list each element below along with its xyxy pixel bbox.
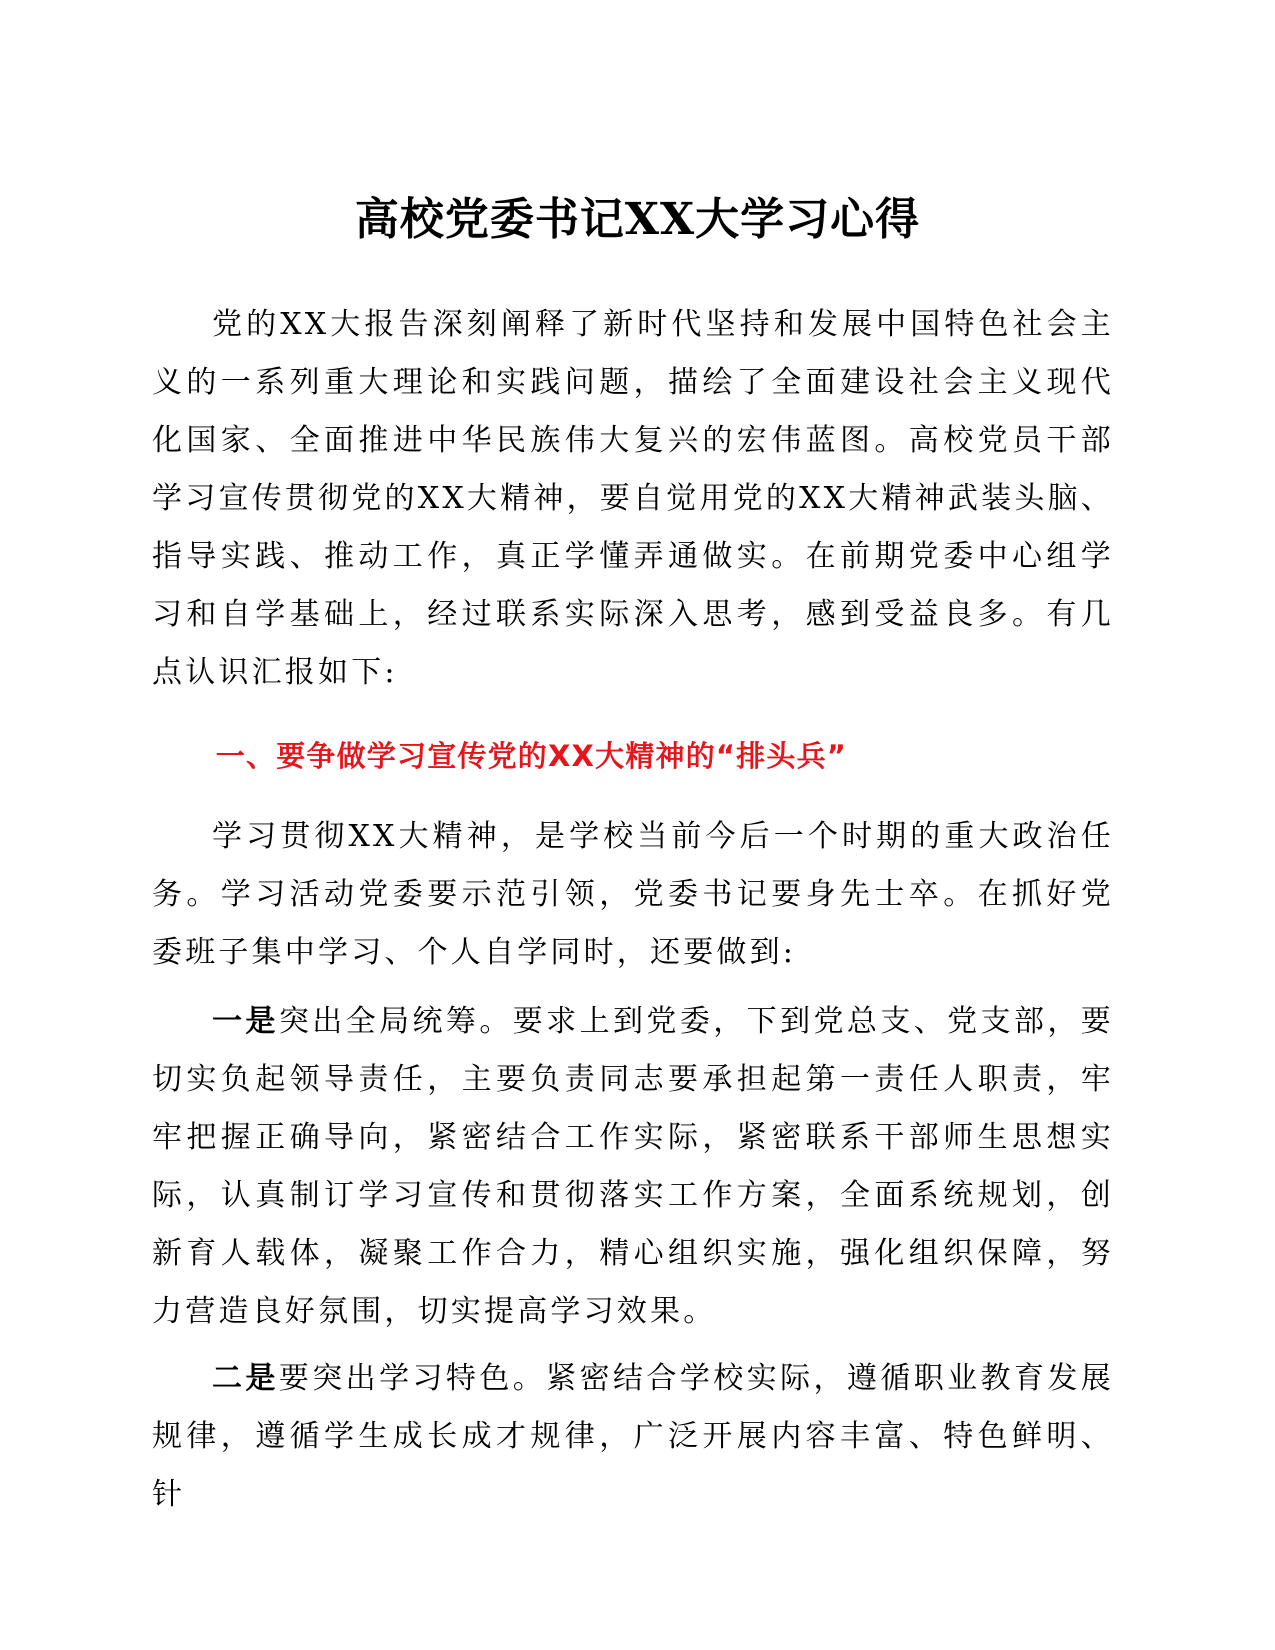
section-heading: 一、要争做学习宣传党的XX大精神的“排头兵” [215, 739, 848, 773]
point-one-text: 突出全局统筹。要求上到党委，下到党总支、党支部，要切实负起领导责任，主要负责同志要承担起第一责任人职责，牢牢把握正确导向，紧密结合工作实际，紧密联系干部师生思想实际，认真制订学习宣传和贯彻落实工作方案，全面系统规划，创新育人载体，凝聚工作合力，精心组织实施，强化组织保障，努力营造良好氛围，切实提高学习效果。 [152, 1004, 1115, 1329]
document-title: 高校党委书记XX大学习心得 [354, 194, 921, 245]
point-two-text: 要突出学习特色。紧密结合学校实际，遵循职业教育发展规律，遵循学生成长成才规律，广泛开展内容丰富、特色鲜明、针 [152, 1361, 1115, 1512]
point-two-paragraph [152, 1350, 1114, 1524]
point-one-paragraph [152, 993, 1114, 1341]
point-one-lead: 一是 [212, 1004, 279, 1039]
point-two-lead: 二是 [212, 1361, 279, 1396]
intro-paragraph: 党的XX大报告深刻阐释了新时代坚持和发展中国特色社会主义的一系列重大理论和实践问题，描绘了全面建设社会主义现代化国家、全面推进中华民族伟大复兴的宏伟蓝图。高校党员干部学习宣传贯彻党的XX大精神，要自觉用党的XX大精神武装头脑、指导实践、推动工作，真正学懂弄通做实。在前期党委中心组学习和自学基础上，经过联系实际深入思考，感到受益良多。有几点认识汇报如下: [152, 307, 1114, 690]
section-paragraph: 学习贯彻XX大精神，是学校当前今后一个时期的重大政治任务。学习活动党委要示范引领，党委书记要身先士卒。在抓好党委班子集中学习、个人自学同时，还要做到: [152, 819, 1114, 970]
